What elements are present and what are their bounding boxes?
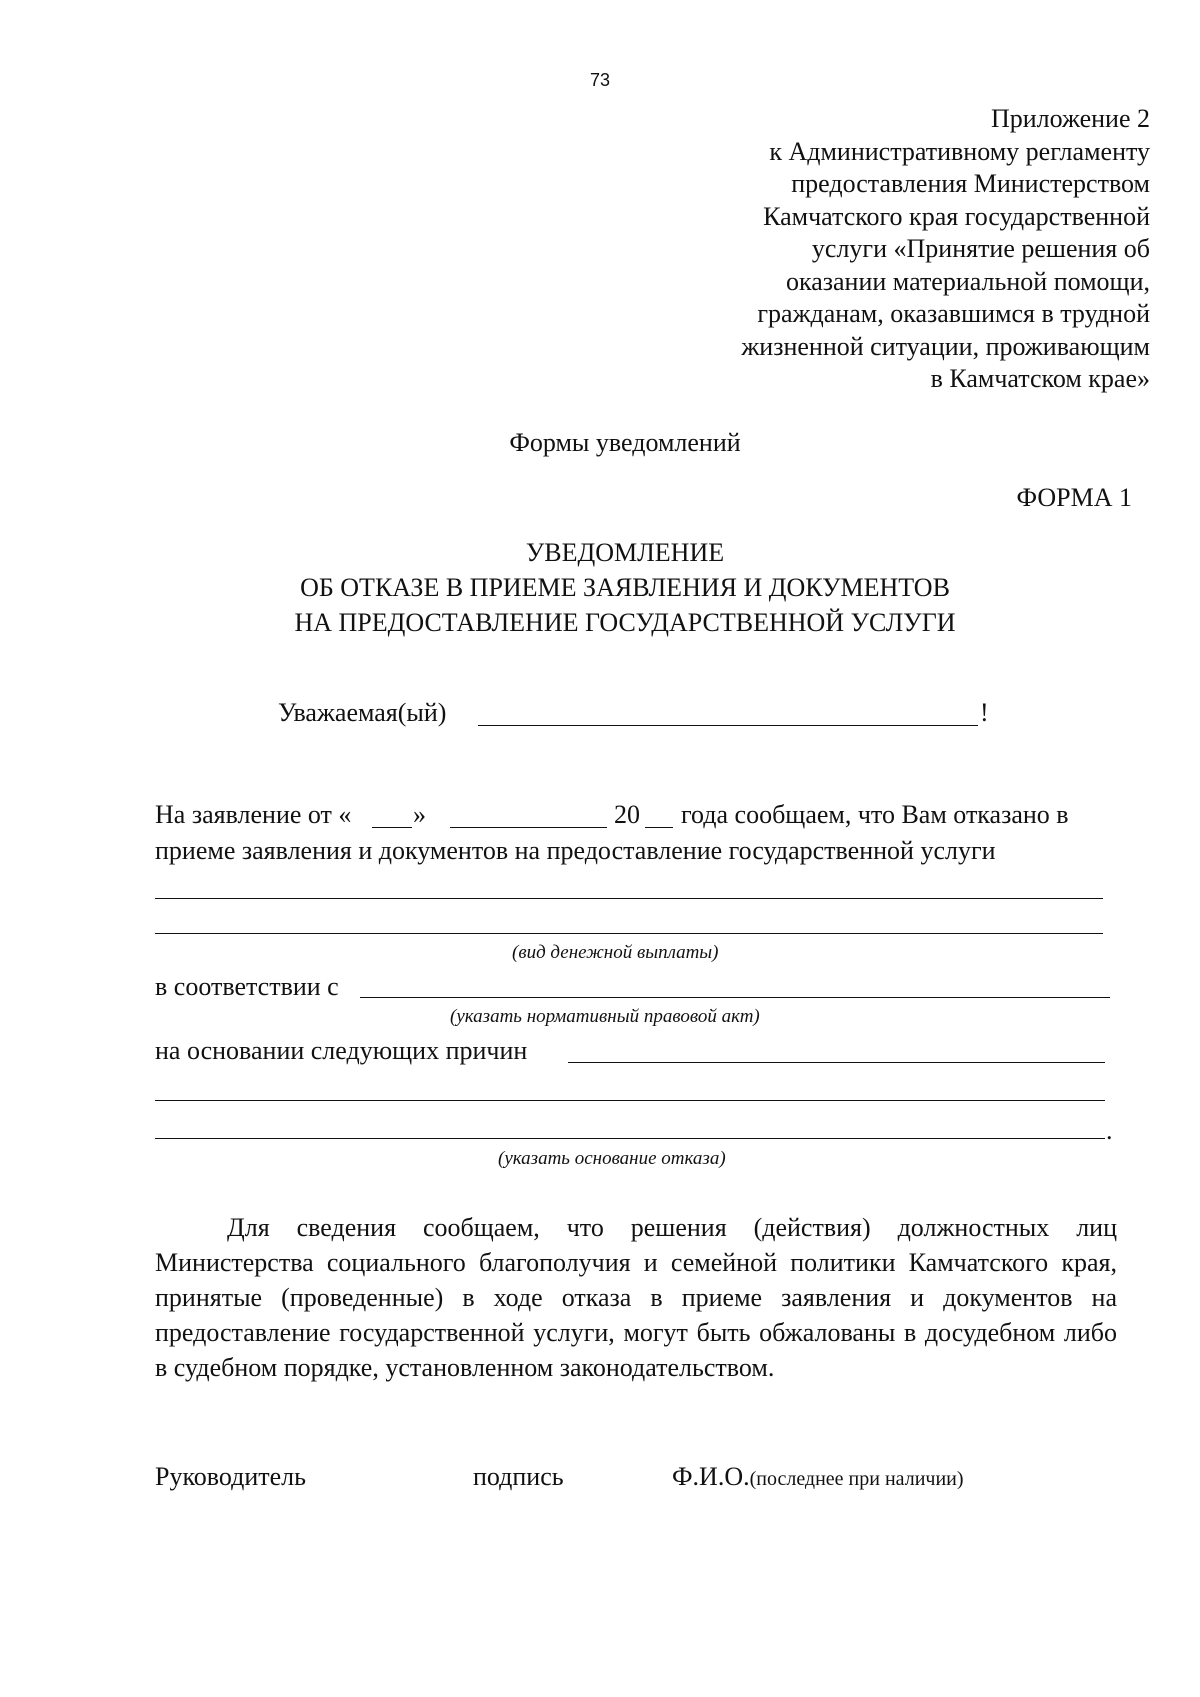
payment-type-field-2[interactable]: [155, 933, 1103, 934]
reasons-field-3[interactable]: [155, 1138, 1105, 1139]
appendix-line: гражданам, оказавшимся в трудной: [757, 299, 1150, 328]
greeting-label: Уважаемая(ый): [278, 698, 447, 727]
refusal-basis-caption: (указать основание отказа): [498, 1148, 726, 1169]
appendix-line: жизненной ситуации, проживающим: [741, 331, 1150, 361]
signature-head: Руководитель: [155, 1462, 306, 1491]
reasons-field-1[interactable]: [568, 1062, 1105, 1063]
notice-paragraph-text: Для сведения сообщаем, что решения (действия) должностных лиц Министерства социального благополучия и семейной политики Камчатского края, принятые (проведенные) в ходе отказа в приеме заявления и документов на предоставление государственной услуги, могут быть обжалованы в досудебном либо в судебном порядке, установленном законодательством.: [155, 1213, 1117, 1382]
notice-paragraph: [155, 1210, 1117, 1385]
reasons-label: на основании следующих причин: [155, 1036, 528, 1065]
appendix-line: к Административному регламенту: [769, 136, 1150, 166]
appendix-line: оказании материальной помощи,: [785, 266, 1150, 296]
application-month-field[interactable]: [450, 827, 607, 828]
signature-fio-note: (последнее при наличии): [749, 1468, 964, 1490]
heading-line: НА ПРЕДОСТАВЛЕНИЕ ГОСУДАРСТВЕННОЙ УСЛУГИ: [294, 608, 956, 637]
application-day-field[interactable]: [372, 827, 412, 828]
accordance-label: в соответствии с: [155, 972, 339, 1001]
appendix-line: Приложение 2: [990, 104, 1150, 133]
greeting-exclamation: !: [980, 698, 989, 727]
signature-fio-label: Ф.И.О.: [672, 1462, 750, 1491]
legal-act-caption: (указать нормативный правовой акт): [450, 1006, 760, 1027]
form-label: ФОРМА 1: [1016, 483, 1132, 512]
appendix-line: в Камчатском крае»: [930, 364, 1150, 393]
page-number: 73: [589, 70, 611, 90]
application-quote-close: »: [413, 800, 426, 829]
application-prefix: На заявление от «: [155, 800, 352, 829]
application-year-prefix: 20: [614, 800, 640, 829]
signature-fio: [672, 1462, 964, 1492]
heading-line: ОБ ОТКАЗЕ В ПРИЕМЕ ЗАЯВЛЕНИЯ И ДОКУМЕНТОВ: [300, 573, 950, 602]
legal-act-field[interactable]: [360, 997, 1110, 998]
application-line-2: приеме заявления и документов на предоставление государственной услуги: [155, 836, 996, 865]
forms-title: Формы уведомлений: [509, 428, 741, 457]
appendix-line: Камчатского края государственной: [763, 201, 1150, 231]
signature-sign: подпись: [473, 1462, 564, 1491]
final-dot: .: [1106, 1116, 1113, 1145]
appendix-line: услуги «Принятие решения об: [811, 234, 1150, 263]
appendix-line: предоставления Министерством: [791, 169, 1150, 198]
notice-heading: [0, 535, 1200, 640]
payment-type-caption: (вид денежной выплаты): [512, 942, 719, 963]
application-suffix: года сообщаем, что Вам отказано в: [681, 800, 1069, 829]
application-year-field[interactable]: [645, 827, 673, 828]
reasons-field-2[interactable]: [155, 1100, 1105, 1101]
recipient-name-field[interactable]: [478, 725, 978, 726]
heading-line: УВЕДОМЛЕНИЕ: [525, 538, 725, 567]
payment-type-field-1[interactable]: [155, 898, 1103, 899]
appendix-block: [550, 103, 1150, 396]
